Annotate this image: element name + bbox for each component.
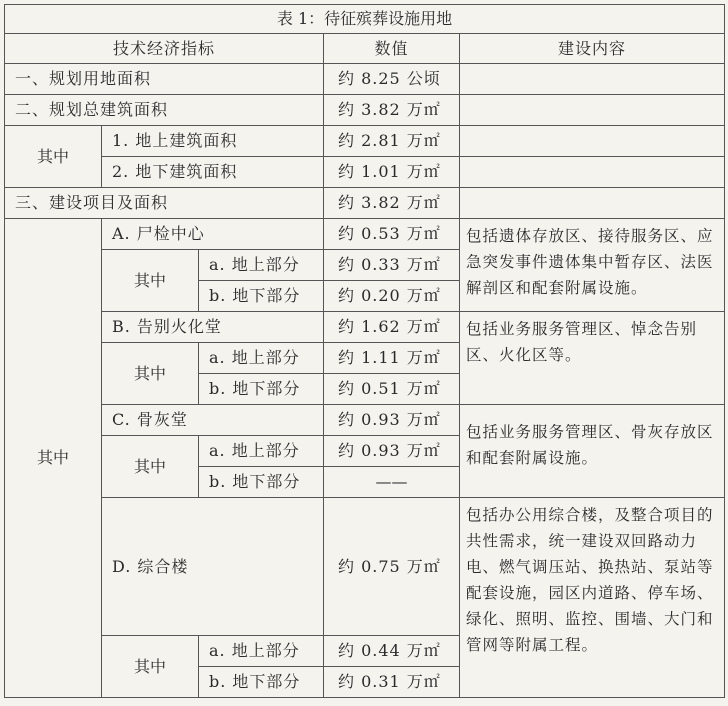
facility-a-label: A. 尸检中心 bbox=[102, 219, 324, 250]
facility-a-above-value: 约 0.33 万㎡ bbox=[324, 250, 460, 281]
row-below-content bbox=[460, 157, 725, 188]
facility-a-desc: 包括遗体存放区、接待服务区、应急突发事件遗体集中暂存区、法医解剖区和配套附属设施。 bbox=[460, 219, 725, 312]
row-above-label: 1. 地上建筑面积 bbox=[102, 126, 324, 157]
facility-b-above-label: a. 地上部分 bbox=[199, 343, 324, 374]
row-below-value: 约 1.01 万㎡ bbox=[324, 157, 460, 188]
header-value: 数值 bbox=[324, 34, 460, 64]
facility-d-of-which: 其中 bbox=[102, 636, 199, 698]
row-land-area-content bbox=[460, 64, 725, 95]
facility-c-below-label: b. 地下部分 bbox=[199, 467, 324, 498]
facility-a-above-label: a. 地上部分 bbox=[199, 250, 324, 281]
row-total-build-content bbox=[460, 95, 725, 126]
facility-table bbox=[4, 4, 725, 698]
facility-a-below-label: b. 地下部分 bbox=[199, 281, 324, 312]
facility-d-desc: 包括办公用综合楼，及整合项目的共性需求，统一建设双回路动力电、燃气调压站、换热站、泵站等配套设施，园区内道路、停车场、绿化、照明、监控、围墙、大门和管网等附属工程。 bbox=[460, 498, 725, 698]
facility-b-value: 约 1.62 万㎡ bbox=[324, 312, 460, 343]
facility-a-below-value: 约 0.20 万㎡ bbox=[324, 281, 460, 312]
row-land-area-value: 约 8.25 公顷 bbox=[324, 64, 460, 95]
facility-c-value: 约 0.93 万㎡ bbox=[324, 405, 460, 436]
facility-d-below-value: 约 0.31 万㎡ bbox=[324, 667, 460, 698]
facility-d-below-label: b. 地下部分 bbox=[199, 667, 324, 698]
projects-of-which-label: 其中 bbox=[5, 219, 102, 698]
row-land-area-label: 一、规划用地面积 bbox=[5, 64, 324, 95]
document-sheet bbox=[4, 4, 724, 702]
facility-d-label: D. 综合楼 bbox=[102, 498, 324, 636]
facility-d-value: 约 0.75 万㎡ bbox=[324, 498, 460, 636]
facility-c-label: C. 骨灰堂 bbox=[102, 405, 324, 436]
facility-b-label: B. 告别火化堂 bbox=[102, 312, 324, 343]
facility-b-desc: 包括业务服务管理区、悼念告别区、火化区等。 bbox=[460, 312, 725, 405]
header-content: 建设内容 bbox=[460, 34, 725, 64]
row-projects-label: 三、建设项目及面积 bbox=[5, 188, 324, 219]
facility-d-above-label: a. 地上部分 bbox=[199, 636, 324, 667]
facility-c-above-value: 约 0.93 万㎡ bbox=[324, 436, 460, 467]
facility-c-desc: 包括业务服务管理区、骨灰存放区和配套附属设施。 bbox=[460, 405, 725, 498]
header-indicator: 技术经济指标 bbox=[5, 34, 324, 64]
facility-d-above-value: 约 0.44 万㎡ bbox=[324, 636, 460, 667]
facility-b-below-value: 约 0.51 万㎡ bbox=[324, 374, 460, 405]
row-above-value: 约 2.81 万㎡ bbox=[324, 126, 460, 157]
row-total-build-label: 二、规划总建筑面积 bbox=[5, 95, 324, 126]
table-title: 表 1：待征殡葬设施用地 bbox=[5, 5, 725, 34]
row-projects-content bbox=[460, 188, 725, 219]
row-total-build-value: 约 3.82 万㎡ bbox=[324, 95, 460, 126]
facility-c-of-which: 其中 bbox=[102, 436, 199, 498]
facility-a-value: 约 0.53 万㎡ bbox=[324, 219, 460, 250]
row-below-label: 2. 地下建筑面积 bbox=[102, 157, 324, 188]
facility-b-above-value: 约 1.11 万㎡ bbox=[324, 343, 460, 374]
facility-b-below-label: b. 地下部分 bbox=[199, 374, 324, 405]
facility-b-of-which: 其中 bbox=[102, 343, 199, 405]
row-projects-value: 约 3.82 万㎡ bbox=[324, 188, 460, 219]
facility-a-of-which: 其中 bbox=[102, 250, 199, 312]
of-which-label: 其中 bbox=[5, 126, 102, 188]
facility-c-above-label: a. 地上部分 bbox=[199, 436, 324, 467]
row-above-content bbox=[460, 126, 725, 157]
facility-c-below-value: —— bbox=[324, 467, 460, 498]
